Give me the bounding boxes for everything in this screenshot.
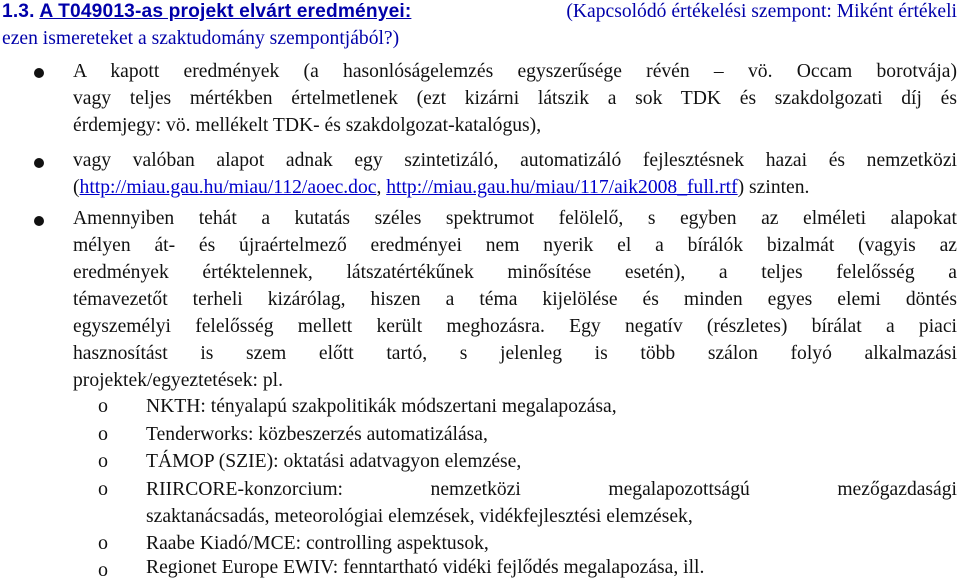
sub-item-5: Raabe Kiadó/MCE: controlling aspektusok, — [146, 533, 489, 554]
sub-bullet-marker: o — [98, 450, 108, 472]
bullet-dot — [34, 158, 44, 168]
section-subtitle-part2: ezen ismereteket a szaktudomány szempontjából?) — [2, 28, 400, 49]
section-subtitle-part1: (Kapcsolódó értékelési szempont: Miként értékeli — [566, 1, 957, 22]
bullet-2-line-1: vagy valóban alapot adnak egy szintetizáló, automatizáló fejlesztésnek hazai és nemzetközi — [73, 150, 957, 171]
link-aik2008-rtf[interactable]: http://miau.gau.hu/miau/117/aik2008_full.rtf — [386, 177, 738, 198]
bullet-3-line-1: Amennyiben tehát a kutatás széles spektrumot felölelő, s egyben az elméleti alapokat — [73, 208, 957, 229]
bullet-1-line-3: érdemjegy: vö. mellékelt TDK- és szakdolgozat-katalógus), — [73, 115, 542, 136]
bullet-1-line-1: A kapott eredmények (a hasonlóságelemzés egyszerűsége révén – vö. Occam borotvája) — [73, 61, 957, 82]
bullet-3-line-6: hasznosítást is szem előtt tartó, s jelenleg is több szálon folyó alkalmazási — [73, 343, 957, 364]
bullet-3-line-3: eredmények értéktelennek, látszatértékűnek minősítése esetén), a teljes felelősség a — [73, 262, 957, 283]
bullet-dot — [34, 68, 44, 78]
bullet-3-line-4: témavezetőt terheli kizárólag, hiszen a téma kijelölése és minden egyes elemi döntés — [73, 289, 957, 310]
bullet-1-line-2: vagy teljes mértékben értelmetlenek (ezt kizárni látszik a sok TDK és szakdolgozati díj és — [73, 88, 957, 109]
sub-item-1: NKTH: tényalapú szakpolitikák módszertani megalapozása, — [146, 396, 617, 417]
sub-item-4-line-2: szaktanácsadás, meteorológiai elemzések, vidékfejlesztési elemzések, — [146, 506, 693, 527]
sub-item-2: Tenderworks: közbeszerzés automatizálása, — [146, 424, 488, 445]
bullet-3-line-5: egyszemélyi felelősség mellett került meghozásra. Egy negatív (részletes) bírálat a piaci — [73, 316, 957, 337]
sub-bullet-marker: o — [98, 532, 108, 554]
sub-bullet-marker: o — [98, 559, 108, 581]
sub-bullet-marker: o — [98, 478, 108, 500]
bullet-2-tail: ) szinten. — [737, 177, 810, 198]
sub-item-4-line-1: RIIRCORE-konzorcium: nemzetközi megalapozottságú mezőgazdasági — [146, 479, 957, 500]
bullet-3-line-7: projektek/egyeztetések: pl. — [73, 370, 284, 391]
sub-bullet-marker: o — [98, 395, 108, 417]
open-paren: ( — [73, 177, 80, 198]
bullet-dot — [34, 216, 44, 226]
link-aoec-doc[interactable]: http://miau.gau.hu/miau/112/aoec.doc — [79, 177, 377, 198]
section-title: A T049013-as projekt elvárt eredményei: — [39, 1, 412, 22]
section-heading — [2, 0, 411, 25]
sub-item-3: TÁMOP (SZIE): oktatási adatvagyon elemzése, — [146, 451, 522, 472]
link-separator: , — [376, 177, 387, 198]
sub-item-6: Regionet Europe EWIV: fenntartható vidéki fejlődés megalapozása, ill. — [146, 557, 705, 578]
bullet-2-line-2 — [73, 174, 809, 201]
section-number: 1.3. — [2, 1, 35, 22]
sub-bullet-marker: o — [98, 423, 108, 445]
bullet-3-line-2: mélyen át- és újraértelmező eredményei nem nyerik el a bírálók bizalmát (vagyis az — [73, 235, 957, 256]
